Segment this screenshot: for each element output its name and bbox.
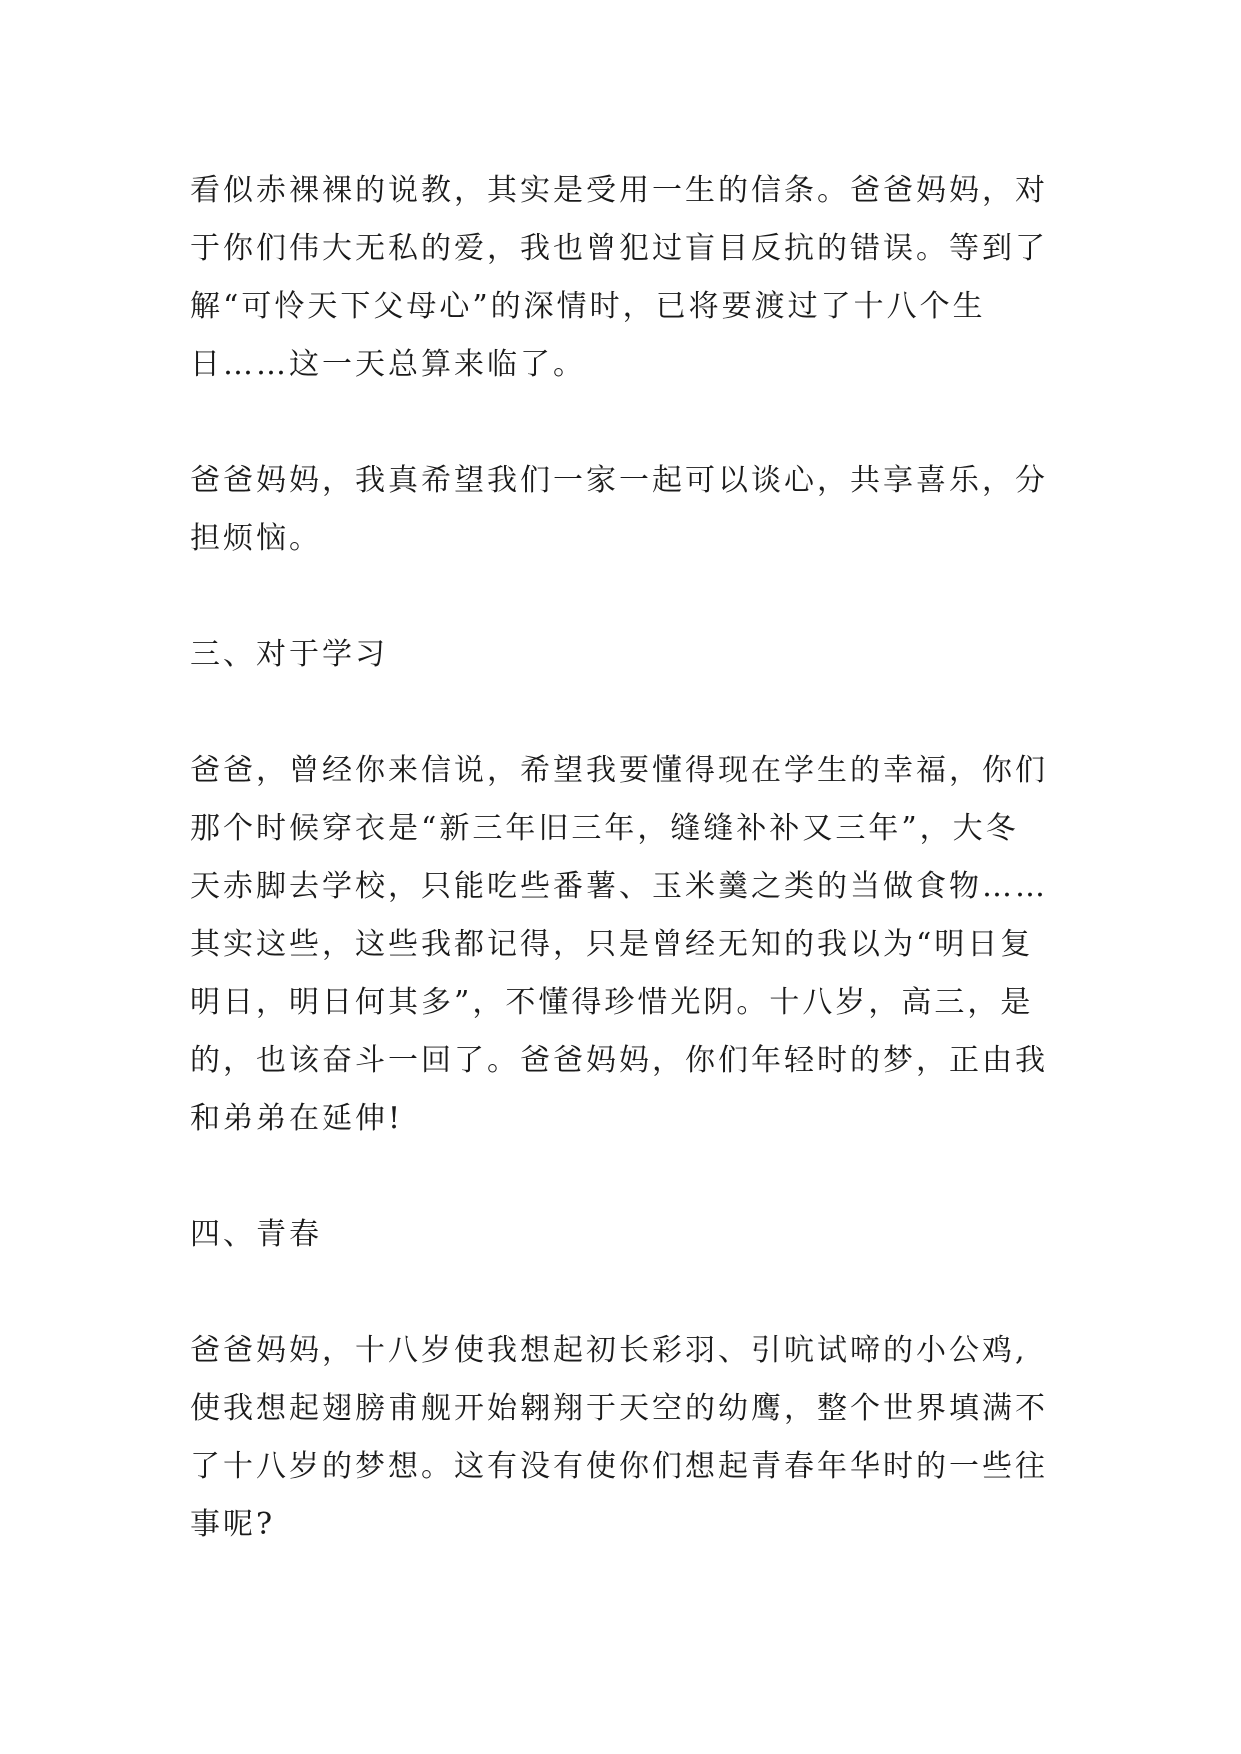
section-heading-study: 三、对于学习 — [190, 637, 388, 672]
paragraph-gap — [190, 1148, 1070, 1206]
text-line: 使我想起翅膀甫舰开始翱翔于天空的幼鹰，整个世界填满不 — [190, 1391, 1048, 1426]
paragraph-gap — [190, 568, 1070, 626]
text-line: 于你们伟大无私的爱，我也曾犯过盲目反抗的错误。等到了 — [190, 231, 1048, 266]
text-line: 爸爸，曾经你来信说，希望我要懂得现在学生的幸福，你们 — [190, 753, 1048, 788]
text-line: 了十八岁的梦想。这有没有使你们想起青春年华时的一些往 — [190, 1449, 1048, 1484]
paragraph-gap — [190, 394, 1070, 452]
text-line: 事呢? — [190, 1507, 276, 1542]
paragraph-gap — [190, 1264, 1070, 1322]
document-body — [190, 162, 1070, 1554]
paragraph-1 — [190, 162, 1070, 394]
text-line: 爸爸妈妈，我真希望我们一家一起可以谈心，共享喜乐，分 — [190, 463, 1048, 498]
paragraph-gap — [190, 684, 1070, 742]
text-line: 天赤脚去学校，只能吃些番薯、玉米羹之类的当做食物…… — [190, 869, 1048, 904]
text-line: 爸爸妈妈，十八岁使我想起初长彩羽、引吭试啼的小公鸡, — [190, 1333, 1028, 1368]
paragraph-youth — [190, 1322, 1070, 1554]
text-line: 那个时候穿衣是“新三年旧三年，缝缝补补又三年”，大冬 — [190, 811, 1019, 846]
text-line: 明日，明日何其多”，不懂得珍惜光阴。十八岁，高三，是 — [190, 985, 1034, 1020]
text-line: 日……这一天总算来临了。 — [190, 347, 586, 382]
text-line: 的，也该奋斗一回了。爸爸妈妈，你们年轻时的梦，正由我 — [190, 1043, 1048, 1078]
text-line: 和弟弟在延伸! — [190, 1101, 404, 1136]
paragraph-2 — [190, 452, 1070, 568]
text-line: 担烦恼。 — [190, 521, 322, 556]
text-line: 解“可怜天下父母心”的深情时，已将要渡过了十八个生 — [190, 289, 986, 324]
text-line: 看似赤裸裸的说教，其实是受用一生的信条。爸爸妈妈，对 — [190, 173, 1048, 208]
paragraph-study — [190, 742, 1070, 1148]
section-heading-youth: 四、青春 — [190, 1217, 322, 1252]
text-line: 其实这些，这些我都记得，只是曾经无知的我以为“明日复 — [190, 927, 1034, 962]
